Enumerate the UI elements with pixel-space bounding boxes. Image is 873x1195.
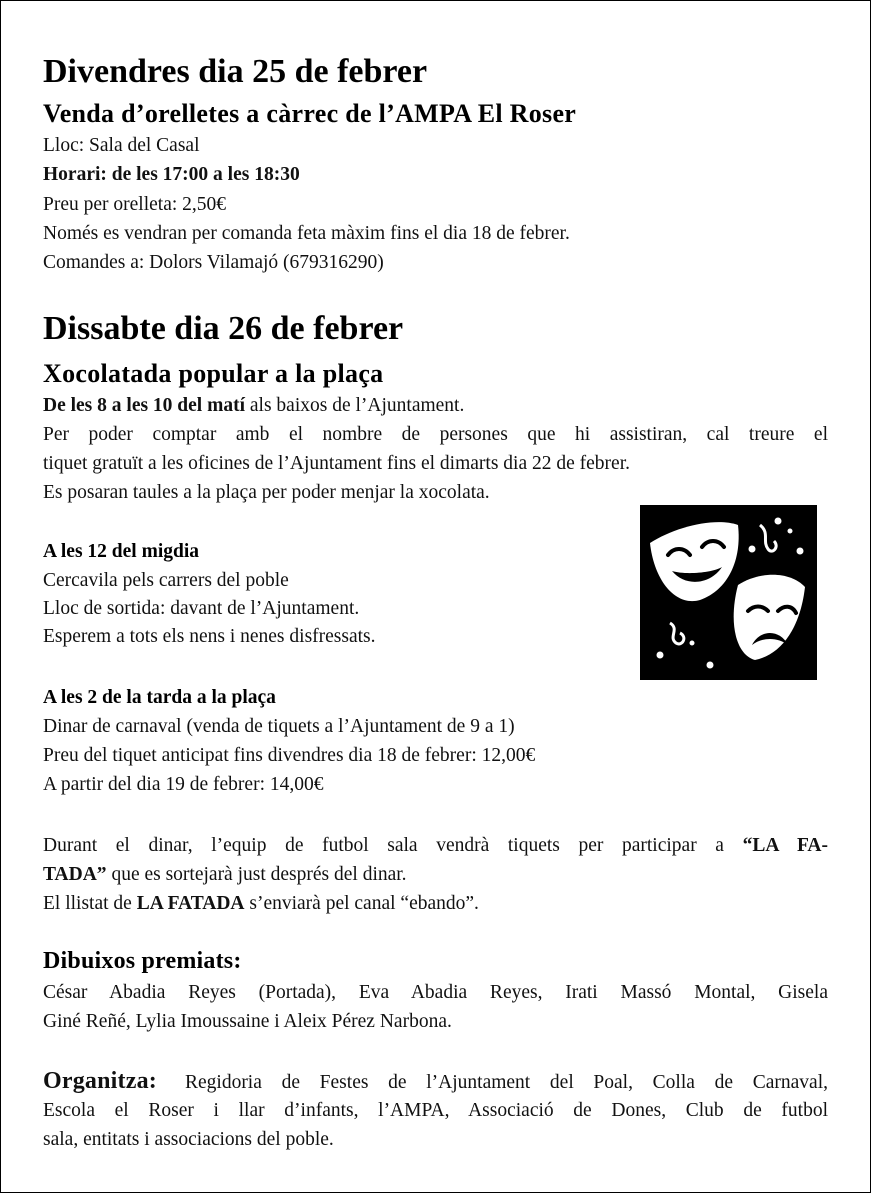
organizers-heading: Organitza: [43,1068,157,1094]
saturday-event-title: Xocolatada popular a la plaça [43,359,384,388]
friday-orders: Comandes a: Dolors Vilamajó (679316290) [43,252,384,273]
saturday-ticket-line2: tiquet gratuït a les oficines de l’Ajuntament fins el dimarts dia 22 de febrer. [43,453,630,474]
fatada-line3-text: El llistat de [43,893,137,914]
drawings-line1: César Abadia Reyes (Portada), Eva Abadia Reyes, Irati Massó Montal, Gisela [43,982,828,1003]
saturday-tables: Es posaran taules a la plaça per poder menjar la xocolata. [43,482,490,503]
organizers-line1 [43,1067,828,1097]
noon-heading: A les 12 del migdia [43,541,200,562]
afternoon-heading: A les 2 de la tarda a la plaça [43,687,276,708]
afternoon-line3: A partir del dia 19 de febrer: 14,00€ [43,774,324,795]
saturday-time-rest: als baixos de l’Ajuntament. [245,395,465,416]
drawings-heading: Dibuixos premiats: [43,948,242,974]
friday-note: Només es vendran per comanda feta màxim fins el dia 18 de febrer. [43,223,570,244]
drawings-line2: Giné Reñé, Lylia Imoussaine i Aleix Pérez Narbona. [43,1011,452,1032]
fatada-line2 [43,860,407,889]
organizers-line2: Escola el Roser i llar d’infants, l’AMPA, Associació de Dones, Club de futbol [43,1100,828,1121]
fatada-line3-rest: s’enviarà pel canal “ebando”. [244,893,479,914]
friday-place: Lloc: Sala del Casal [43,135,200,156]
organizers-line3: sala, entitats i associacions del poble. [43,1129,334,1150]
fatada-line3 [43,889,479,918]
afternoon-line1: Dinar de carnaval (venda de tiquets a l’Ajuntament de 9 a 1) [43,716,515,737]
fatada-line1 [43,831,828,860]
friday-title: Divendres dia 25 de febrer [43,53,428,90]
saturday-ticket-line1: Per poder comptar amb el nombre de persones que hi assistiran, cal treure el [43,424,828,445]
friday-schedule: Horari: de les 17:00 a les 18:30 [43,164,300,185]
theatre-masks-image [640,505,817,680]
fatada-line1-text: Durant el dinar, l’equip de futbol sala vendrà tiquets per participar a [43,835,743,856]
organizers-line1-text: Regidoria de Festes de l’Ajuntament del Poal, Colla de Carnaval, [184,1072,828,1093]
friday-event-title: Venda d’orelletes a càrrec de l’AMPA El Roser [43,99,577,128]
saturday-title: Dissabte dia 26 de febrer [43,310,404,347]
fatada-line1-bold: “LA FA- [742,835,828,856]
fatada-line2-bold: TADA” [43,864,107,885]
noon-line1: Cercavila pels carrers del poble [43,570,289,591]
saturday-time-bold: De les 8 a les 10 del matí [43,395,246,416]
noon-line3: Esperem a tots els nens i nenes disfressats. [43,626,376,647]
theatre-masks-icon [640,505,817,680]
fatada-line3-bold: LA FATADA [136,893,245,914]
fatada-line2-text: que es sortejarà just després del dinar. [106,864,407,885]
noon-line2: Lloc de sortida: davant de l’Ajuntament. [43,598,360,619]
afternoon-line2: Preu del tiquet anticipat fins divendres dia 18 de febrer: 12,00€ [43,745,536,766]
saturday-time [43,391,464,420]
friday-price: Preu per orelleta: 2,50€ [43,194,227,215]
